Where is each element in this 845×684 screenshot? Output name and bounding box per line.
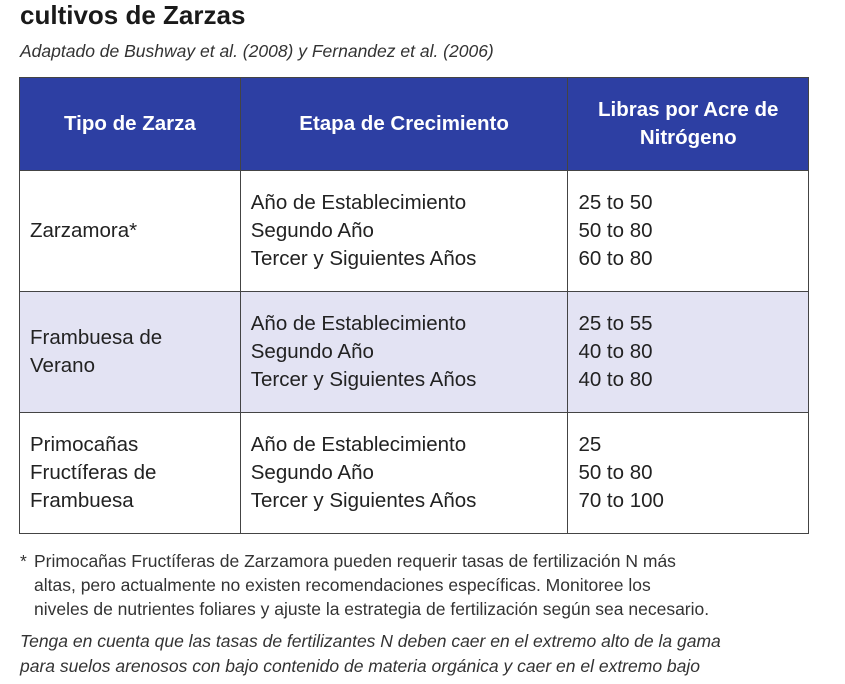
bramble-type-line: Primocañas [30, 433, 139, 456]
table-row [20, 413, 809, 534]
table-row [20, 171, 809, 292]
nitrogen-rate-value: 40 to 80 [578, 340, 653, 363]
nitrogen-rate-value: 25 [578, 433, 602, 456]
growth-stage-line: Segundo Año [250, 461, 374, 484]
nitrogen-rate-value: 70 to 100 [578, 489, 664, 512]
footnote-line: niveles de nutrientes foliares y ajuste la estrategia de fertilización según sea necesario. [34, 599, 710, 619]
bramble-type-line: Frambuesa [30, 489, 134, 512]
growth-stage-line: Tercer y Siguientes Años [250, 489, 477, 512]
growth-stage-line: Año de Establecimiento [250, 312, 467, 335]
footnote [20, 549, 830, 621]
note [20, 629, 835, 679]
growth-stage-line: Año de Establecimiento [250, 433, 467, 456]
bramble-type-cell [20, 171, 241, 292]
header-growth-stage: Etapa de Crecimiento [240, 78, 568, 171]
nitrogen-rate-cell [568, 171, 809, 292]
page-title: cultivos de Zarzas [20, 0, 246, 30]
growth-stage-cell [240, 292, 568, 413]
growth-stage-cell [240, 413, 568, 534]
bramble-type-line: Zarzamora* [30, 219, 138, 242]
footnote-line: altas, pero actualmente no existen recomendaciones específicas. Monitoree los [34, 575, 651, 595]
growth-stage-line: Tercer y Siguientes Años [250, 247, 477, 270]
nitrogen-rate-value: 50 to 80 [578, 461, 653, 484]
footnote-line: Primocañas Fructíferas de Zarzamora pueden requerir tasas de fertilización N más [34, 551, 676, 571]
growth-stage-line: Segundo Año [250, 219, 374, 242]
nitrogen-rate-cell [568, 413, 809, 534]
growth-stage-line: Tercer y Siguientes Años [250, 368, 477, 391]
header-bramble-type: Tipo de Zarza [20, 78, 241, 171]
bramble-type-line: Frambuesa de [30, 326, 163, 349]
nitrogen-rate-value: 25 to 50 [578, 191, 653, 214]
growth-stage-line: Segundo Año [250, 340, 374, 363]
nitrogen-rate-value: 50 to 80 [578, 219, 653, 242]
note-line: Tenga en cuenta que las tasas de fertilizantes N deben caer en el extremo alto de la gama [20, 631, 721, 651]
table-row [20, 292, 809, 413]
nitrogen-rates-table [19, 77, 809, 534]
source-citation: Adaptado de Bushway et al. (2008) y Fernandez et al. (2006) [20, 41, 494, 61]
growth-stage-line: Año de Establecimiento [250, 191, 467, 214]
nitrogen-rate-value: 60 to 80 [578, 247, 653, 270]
note-line: para suelos arenosos con bajo contenido de materia orgánica y caer en el extremo bajo [20, 656, 700, 676]
nitrogen-rate-value: 25 to 55 [578, 312, 653, 335]
bramble-type-line: Verano [30, 354, 95, 377]
nitrogen-rate-cell [568, 292, 809, 413]
header-nitrogen-rate: Libras por Acre de Nitrógeno [568, 78, 809, 171]
nitrogen-rate-value: 40 to 80 [578, 368, 653, 391]
bramble-type-cell [20, 413, 241, 534]
growth-stage-cell [240, 171, 568, 292]
table-header-row [20, 78, 809, 171]
footnote-marker: * [20, 551, 27, 571]
bramble-type-line: Fructíferas de [30, 461, 157, 484]
bramble-type-cell [20, 292, 241, 413]
